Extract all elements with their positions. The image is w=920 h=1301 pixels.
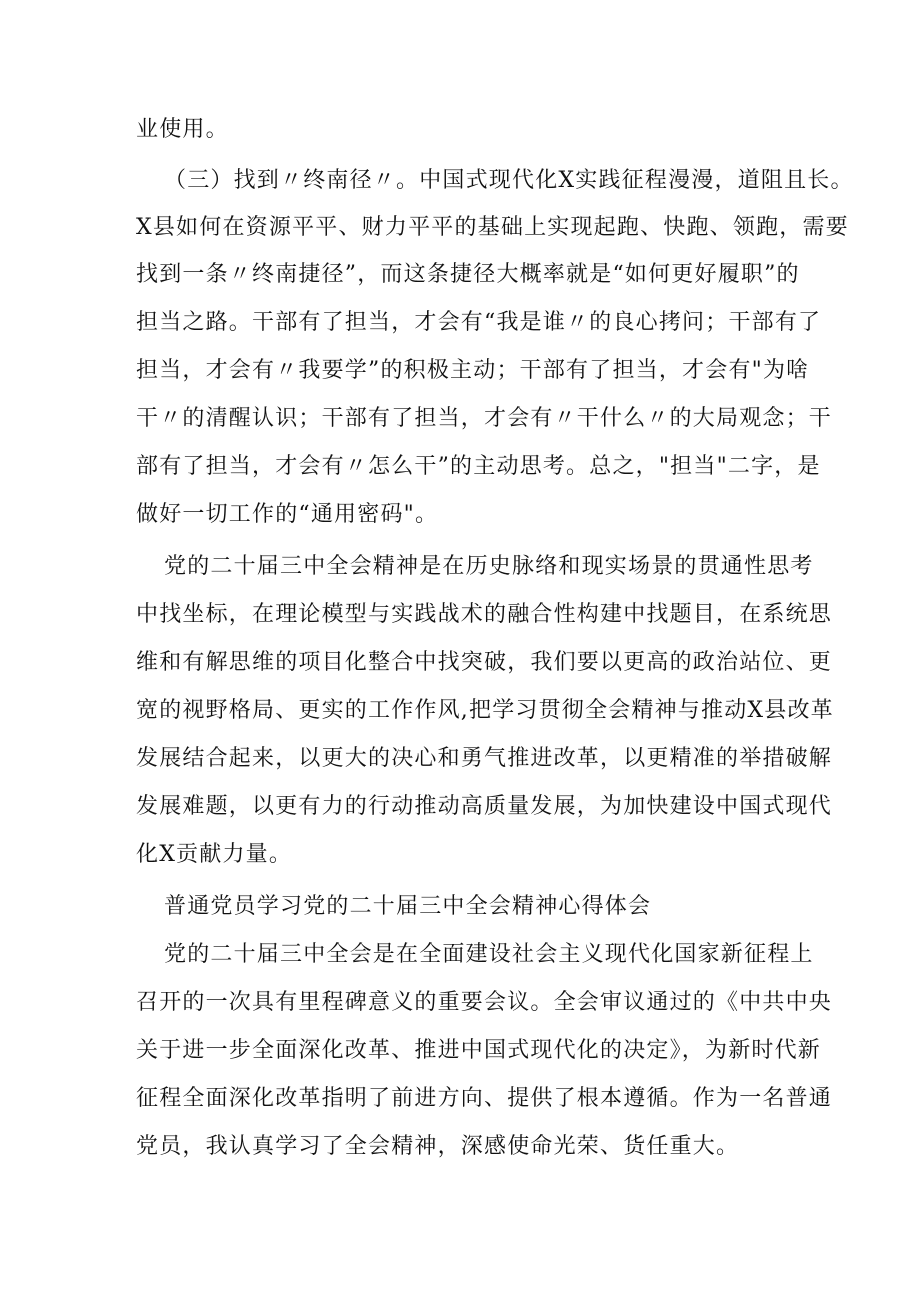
text-line: 中找坐标，在理论模型与实践战术的融合性构建中找题目，在系统思 [136,602,833,627]
text-line: 担当，才会有〃我要学”的积极主动；干部有了担当，才会有"为啥 [136,358,810,383]
text-line: 党的二十届三中全会是在全面建设社会主义现代化国家新征程上 [164,942,814,967]
text-line: 干〃的清醒认识；干部有了担当，才会有〃干什么〃的大局观念；干 [136,406,833,431]
text-line: 化X贡献力量。 [136,842,293,867]
text-line: 做好一切工作的“通用密码"。 [136,502,439,527]
text-line: X县如何在资源平平、财力平平的基础上实现起跑、快跑、领跑，需要 [136,215,849,240]
text-line: 召开的一次具有里程碑意义的重要会议。全会审议通过的《中共中央 [136,990,833,1015]
text-line: 党员，我认真学习了全会精神，深感使命光荣、货任重大。 [136,1134,740,1159]
text-line: 宽的视野格局、更实的工作作风,把学习贯彻全会精神与推动X县改革 [136,698,834,723]
text-line: 部有了担当，才会有〃怎么干”的主动思考。总之，"担当"二字，是 [136,454,821,479]
text-line: 发展结合起来，以更大的决心和勇气推进改革，以更精准的举措破解 [136,746,833,771]
text-line: 维和有解思维的项目化整合中找突破，我们要以更高的政治站位、更 [136,650,833,675]
section-title: 普通党员学习党的二十届三中全会精神心得体会 [164,894,652,919]
text-line: 业使用。 [136,117,229,142]
text-line: 党的二十届三中全会精神是在历史脉络和现实场景的贯通性思考 [164,554,814,579]
text-line: 发展难题，以更有力的行动推动高质量发展，为加快建设中国式现代 [136,794,833,819]
text-line: 找到一条〃终南捷径”，而这条捷径大概率就是“如何更好履职”的 [136,262,800,287]
text-line: （三）找到〃终南径〃。中国式现代化X实践征程漫漫，道阻且长。 [164,168,854,193]
text-line: 关于进一步全面深化改革、推进中国式现代化的决定》，为新时代新 [136,1038,822,1063]
text-line: 担当之路。干部有了担当，才会有“我是谁〃的良心拷问；干部有了 [136,310,822,335]
text-line: 征程全面深化改革指明了前进方向、提供了根本遵循。作为一名普通 [136,1086,833,1111]
